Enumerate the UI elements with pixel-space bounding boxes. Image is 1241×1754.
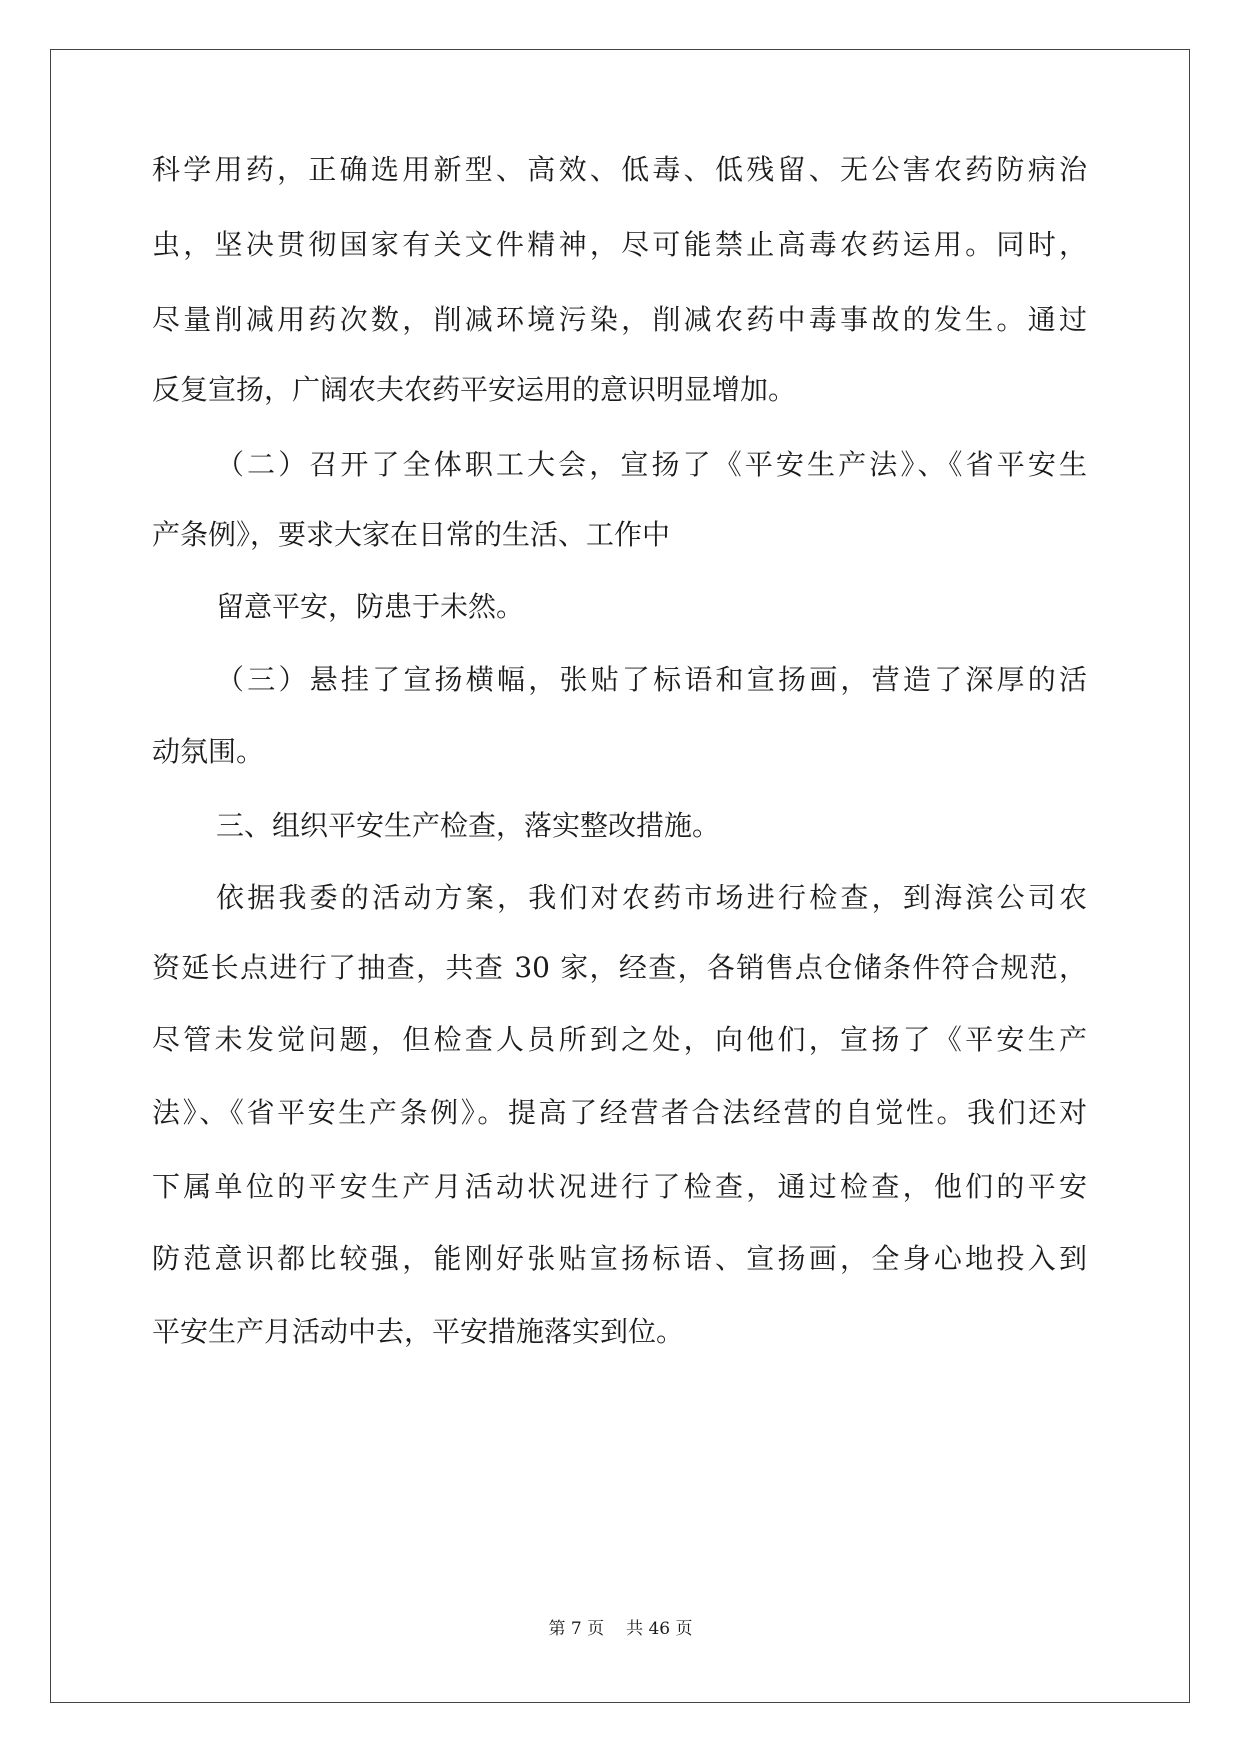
body-line-14: 法》、《省平安生产条例》。提高了经营者合法经营的自觉性。我们还对: [152, 1096, 1087, 1129]
body-line-15: 下属单位的平安生产月活动状况进行了检查，通过检查，他们的平安: [152, 1170, 1087, 1203]
body-line-4: 反复宣扬，广阔农夫农药平安运用的意识明显增加。: [152, 373, 797, 406]
body-line-17: 平安生产月活动中去，平安措施落实到位。: [152, 1315, 685, 1348]
page-border: [50, 49, 1190, 1703]
body-line-2: 虫，坚决贯彻国家有关文件精神，尽可能禁止高毒农药运用。同时，: [152, 228, 1087, 261]
body-line-1: 科学用药，正确选用新型、高效、低毒、低残留、无公害农药防病治: [152, 153, 1087, 186]
page-number: 第 7 页: [548, 1619, 605, 1639]
body-line-11: 依据我委的活动方案，我们对农药市场进行检查，到海滨公司农: [216, 881, 1087, 914]
section-heading: 三、组织平安生产检查，落实整改措施。: [216, 809, 721, 842]
page-total: 共 46 页: [626, 1619, 693, 1639]
body-line-6: 产条例》，要求大家在日常的生活、工作中: [152, 518, 671, 551]
body-line-3: 尽量削减用药次数，削减环境污染，削减农药中毒事故的发生。通过: [152, 303, 1087, 336]
body-line-13: 尽管未发觉问题，但检查人员所到之处，向他们，宣扬了《平安生产: [152, 1023, 1087, 1056]
body-line-5: （二）召开了全体职工大会，宣扬了《平安生产法》、《省平安生: [216, 448, 1087, 481]
body-line-8: （三）悬挂了宣扬横幅，张贴了标语和宣扬画，营造了深厚的活: [216, 663, 1087, 696]
body-line-7: 留意平安，防患于未然。: [216, 590, 525, 623]
body-line-9: 动氛围。: [152, 735, 265, 768]
body-line-16: 防范意识都比较强，能刚好张贴宣扬标语、宣扬画，全身心地投入到: [152, 1242, 1087, 1275]
page-footer: [0, 1618, 1241, 1640]
body-line-12: 资延长点进行了抽查，共查 30 家，经查，各销售点仓储条件符合规范，: [152, 951, 1087, 984]
